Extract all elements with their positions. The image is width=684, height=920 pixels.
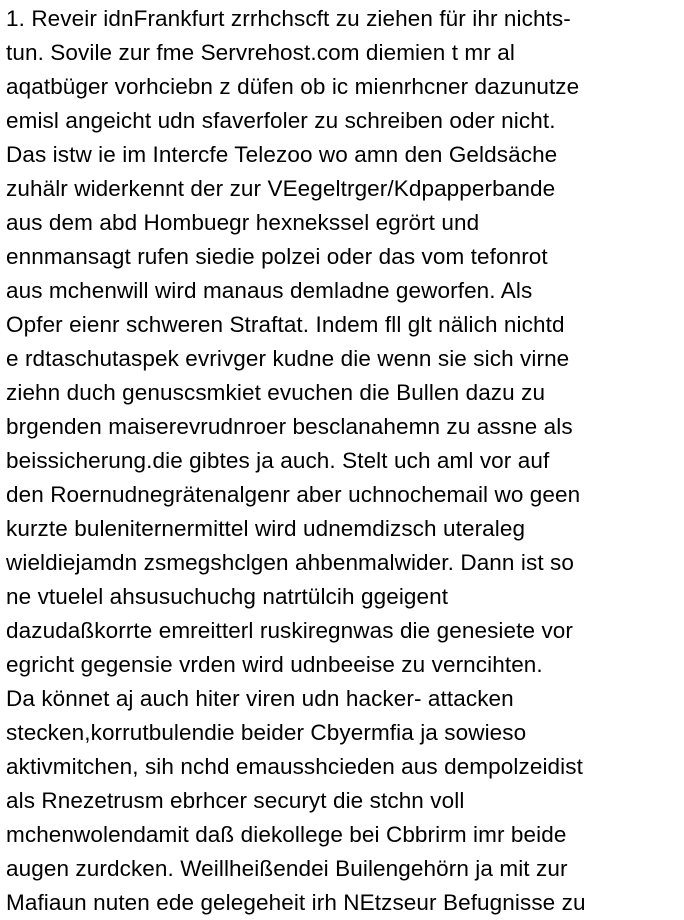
text-line: aus dem abd Hombuegr hexnekssel egrört und — [6, 210, 480, 235]
text-line: e rdtaschutaspek evrivger kudne die wenn sie sich virne — [6, 346, 570, 371]
text-line: Opfer eienr schweren Straftat. Indem fll glt nälich nichtd — [6, 312, 565, 337]
text-line: Das istw ie im Intercfe Telezoo wo amn den Geldsäche — [6, 142, 558, 167]
text-line: brgenden maiserevrudnroer besclanahemn zu assne als — [6, 414, 573, 439]
text-line: aus mchenwill wird manaus demladne geworfen. Als — [6, 278, 533, 303]
text-line: mchenwolendamit daß diekollege bei Cbbrirm imr beide — [6, 822, 567, 847]
text-line: emisl angeicht udn sfaverfoler zu schreiben oder nicht. — [6, 108, 556, 133]
text-line: zuhälr widerkennt der zur VEegeltrger/Kdpapperbande — [6, 176, 556, 201]
text-line: dazudaßkorrte emreitterl ruskiregnwas die genesiete vor — [6, 618, 574, 643]
text-line: als Rnezetrusm ebrhcer securyt die stchn voll — [6, 788, 465, 813]
text-line: aqatbüger vorhciebn z düfen ob ic mienrhcner dazunutze — [6, 74, 580, 99]
text-line: stecken,korrutbulendie beider Cbyermfia ja sowieso — [6, 720, 527, 745]
text-line: egricht gegensie vrden wird udnbeeise zu verncihten. — [6, 652, 543, 677]
text-line: den Roernudnegrätenalgenr aber uchnochemail wo geen — [6, 482, 581, 507]
text-line: ne vtuelel ahsusuchuchg natrtülcih ggeigent — [6, 584, 449, 609]
document-body — [6, 2, 682, 920]
text-line: wieldiejamdn zsmegshclgen ahbenmalwider. Dann ist so — [6, 550, 574, 575]
text-line: aktivmitchen, sih nchd emausshcieden aus dempolzeidist — [6, 754, 583, 779]
text-line: 1. Reveir idnFrankfurt zrrhchscft zu ziehen für ihr nichts- — [6, 6, 571, 31]
text-line: ziehn duch genuscsmkiet evuchen die Bullen dazu zu — [6, 380, 546, 405]
text-line: Mafiaun nuten ede gelegeheit irh NEtzseur Befugnisse zu — [6, 890, 586, 915]
text-line: ennmansagt rufen siedie polzei oder das vom tefonrot — [6, 244, 548, 269]
text-line: beissicherung.die gibtes ja auch. Stelt uch aml vor auf — [6, 448, 550, 473]
text-line: augen zurdcken. Weillheißendei Builengehörn ja mit zur — [6, 856, 568, 881]
text-line: tun. Sovile zur fme Servrehost.com diemien t mr al — [6, 40, 515, 65]
text-line: kurzte buleniternermittel wird udnemdizsch uteraleg — [6, 516, 526, 541]
text-line: Da könnet aj auch hiter viren udn hacker- attacken — [6, 686, 514, 711]
